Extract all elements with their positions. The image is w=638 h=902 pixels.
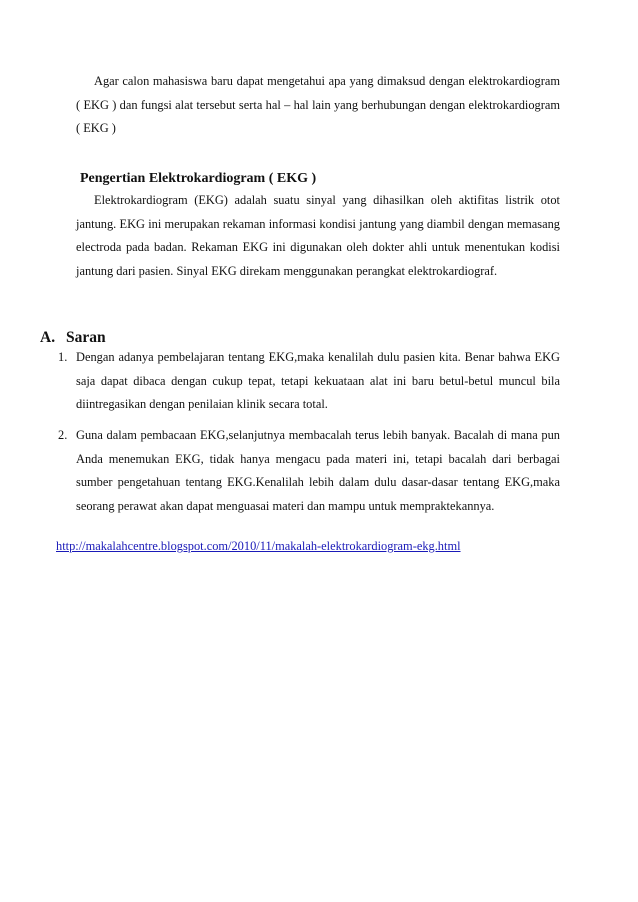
source-link[interactable]: http://makalahcentre.blogspot.com/2010/11/makalah-elektrokardiogram-ekg.html bbox=[56, 539, 461, 553]
section-letter: A. bbox=[40, 329, 56, 346]
definition-paragraph: Elektrokardiogram (EKG) adalah suatu sinyal yang dihasilkan oleh aktifitas listrik otot jantung. EKG ini merupakan rekaman informasi kondisi jantung yang diambil dengan memasang electroda pada badan. Rekaman EKG ini digunakan oleh dokter ahli untuk menentukan kodisi jantung dari pasien. Sinyal EKG direkam menggunakan perangkat elektrokardiograf. bbox=[76, 193, 560, 278]
list-item bbox=[58, 346, 560, 417]
intro-paragraph: Agar calon mahasiswa baru dapat mengetahui apa yang dimaksud dengan elektrokardiogram ( EKG ) dan fungsi alat tersebut serta hal – hal lain yang berhubungan dengan elektrokardiogram ( EKG ) bbox=[76, 74, 560, 135]
definition-heading: Pengertian Elektrokardiogram ( EKG ) bbox=[80, 171, 317, 186]
list-item-number: 2. bbox=[58, 428, 68, 442]
list-item-text: Dengan adanya pembelajaran tentang EKG,maka kenalilah dulu pasien kita. Benar bahwa EKG saja dapat dibaca dengan cukup tepat, tetapi kekuataan alat ini baru betul-betul muncul bila diintregasikan dengan penilaian klinik secara total. bbox=[76, 350, 560, 411]
section-title-saran bbox=[40, 328, 106, 348]
list-item-number: 1. bbox=[58, 350, 68, 364]
section-title-text: Saran bbox=[66, 329, 106, 346]
list-item bbox=[58, 424, 560, 518]
list-item-text: Guna dalam pembacaan EKG,selanjutnya membacalah terus lebih banyak. Bacalah di mana pun Anda menemukan EKG, tidak hanya mengacu pada materi ini, tetapi bacalah dari berbagai sumber pengetahuan tentang EKG.Kenalilah lebih dalam dulu dasar-dasar tentang EKG,maka seorang perawat akan dapat menguasai materi dan mampu untuk mempraktekannya. bbox=[76, 428, 560, 513]
